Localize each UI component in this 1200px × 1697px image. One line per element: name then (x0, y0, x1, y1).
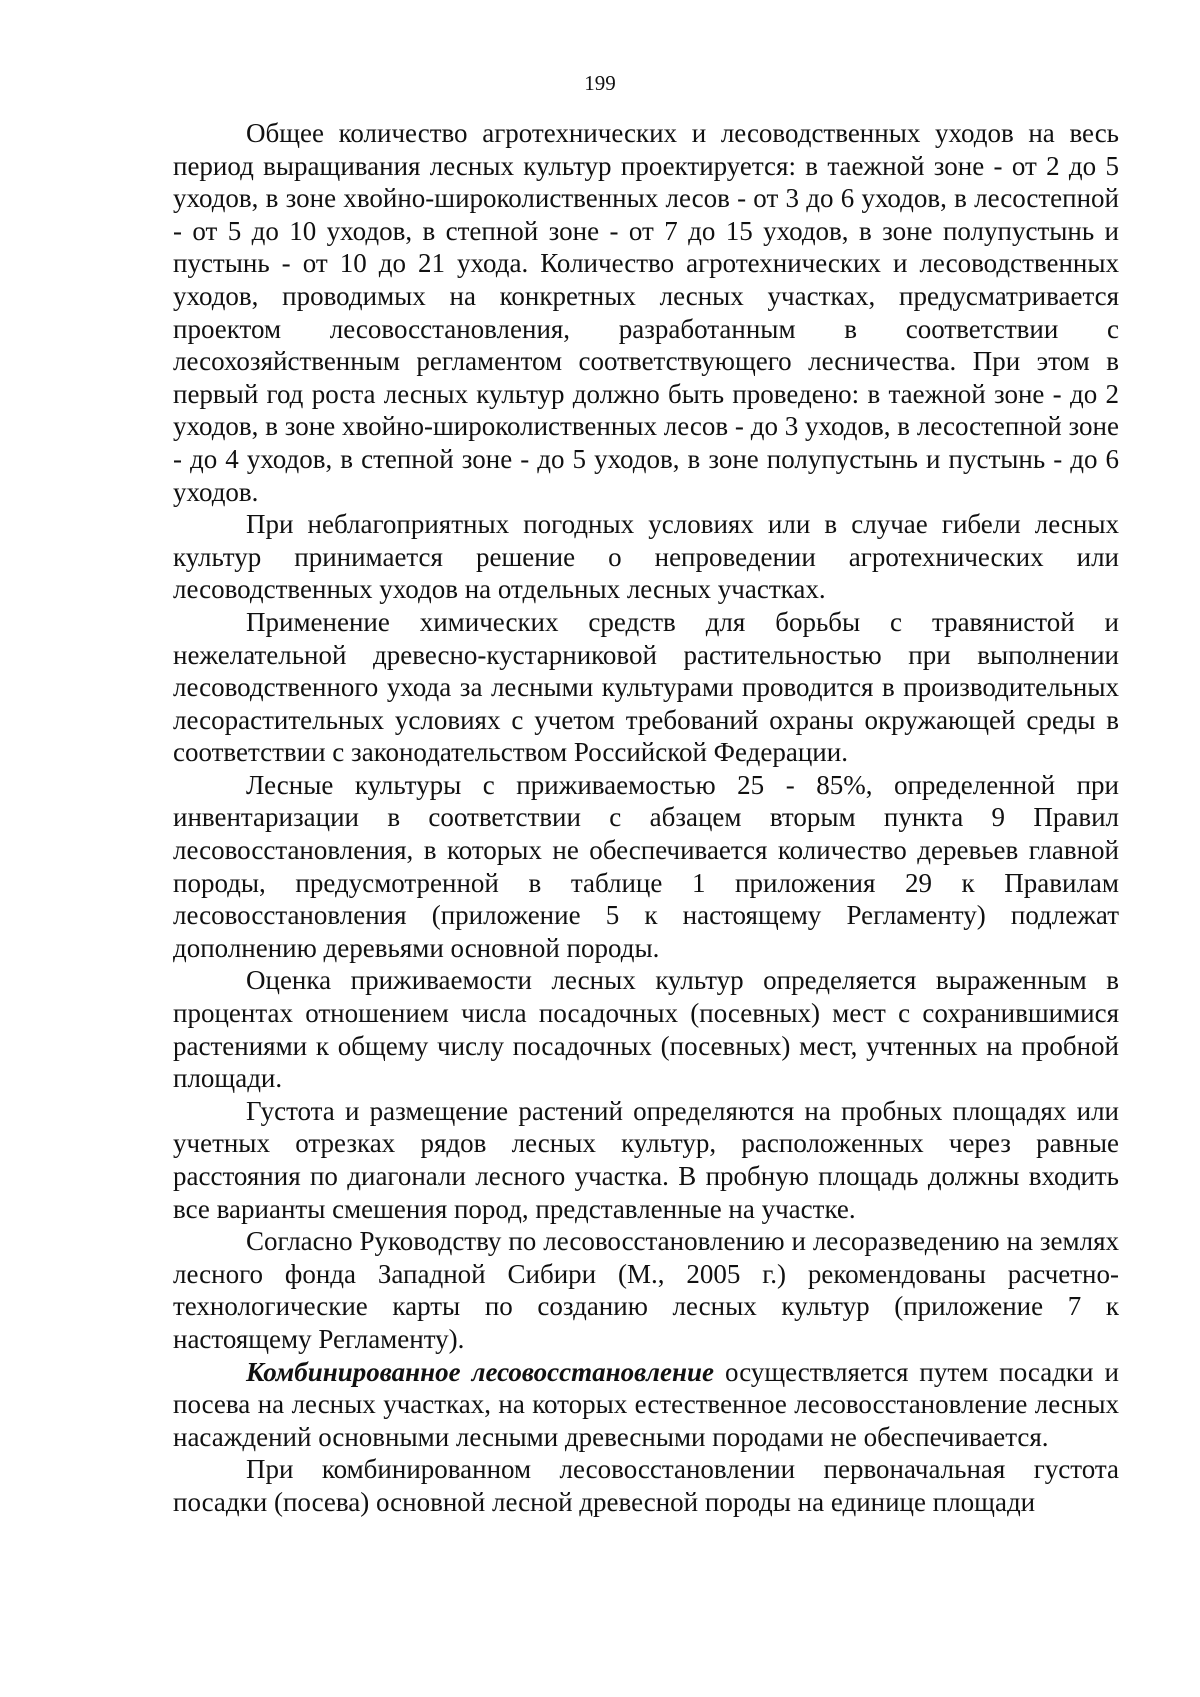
paragraph-chemical-means: Применение химических средств для борьбы с травянистой и нежелательной древесно-кустарниковой растительностью при выполнении лесоводственного ухода за лесными культурами проводится в производительных лесорастительных условиях с учетом требований охраны окружающей среды в соответствии с законодательством Российской Федерации. (173, 606, 1119, 768)
page-number: 199 (584, 71, 616, 95)
paragraph-combined-restoration-text: осуществляется путем посадки и посева на лесных участках, на которых естественное лесовосстановление лесных насаждений основными лесными древесными породами не обеспечивается. (173, 1356, 1119, 1452)
paragraph-guidelines: Согласно Руководству по лесовосстановлению и лесоразведению на землях лесного фонда Западной Сибири (М., 2005 г.) рекомендованы расчетно-технологические карты по созданию лесных культур (приложение 7 к настоящему Регламенту). (173, 1226, 1119, 1354)
paragraph-density-placement: Густота и размещение растений определяются на пробных площадях или учетных отрезках рядов лесных культур, расположенных через равные расстояния по диагонали лесного участка. В пробную площадь должны входить все варианты смешения пород, представленные на участке. (173, 1095, 1119, 1224)
paragraph-survival-assessment: Оценка приживаемости лесных культур определяется выраженным в процентах отношением числа посадочных (посевных) мест с сохранившимися растениями к общему числу посадочных (посевных) мест, учтенных на пробной площади. (173, 965, 1119, 1094)
term-combined-restoration: Комбинированное лесовосстановление (246, 1356, 714, 1387)
paragraph-survival-rate: Лесные культуры с приживаемостью 25 - 85%, определенной при инвентаризации в соответствии с абзацем вторым пункта 9 Правил лесовосстановления, в которых не обеспечивается количество деревьев главной породы, предусмотренной в таблице 1 приложения 29 к Правилам лесовосстановления (приложение 5 к настоящему Регламенту) подлежат дополнению деревьями основной породы. (173, 769, 1119, 963)
paragraph-care-count: Общее количество агротехнических и лесоводственных уходов на весь период выращивания лесных культур проектируется: в таежной зоне - от 2 до 5 уходов, в зоне хвойно-широколиственных лесов - от 3 до 6 уходов, в лесостепной - от 5 до 10 уходов, в степной зоне - от 7 до 15 уходов, в зоне полупустынь и пустынь - от 10 до 21 ухода. Количество агротехнических и лесоводственных уходов, проводимых на конкретных лесных участках, предусматривается проектом лесовосстановления, разработанным в соответствии с лесохозяйственным регламентом соответствующего лесничества. При этом в первый год роста лесных культур должно быть проведено: в таежной зоне - до 2 уходов, в зоне хвойно-широколиственных лесов - до 3 уходов, в лесостепной зоне - до 4 уходов, в степной зоне - до 5 уходов, в зоне полупустынь и пустынь - до 6 уходов. (173, 118, 1119, 507)
document-body (173, 117, 1119, 1519)
paragraph-combined-density: При комбинированном лесовосстановлении первоначальная густота посадки (посева) основной лесной древесной породы на единице площади (173, 1454, 1119, 1517)
paragraph-adverse-conditions: При неблагоприятных погодных условиях или в случае гибели лесных культур принимается решение о непроведении агротехнических или лесоводственных уходов на отдельных лесных участках. (173, 509, 1119, 605)
paragraph-combined-restoration (173, 1356, 1119, 1454)
